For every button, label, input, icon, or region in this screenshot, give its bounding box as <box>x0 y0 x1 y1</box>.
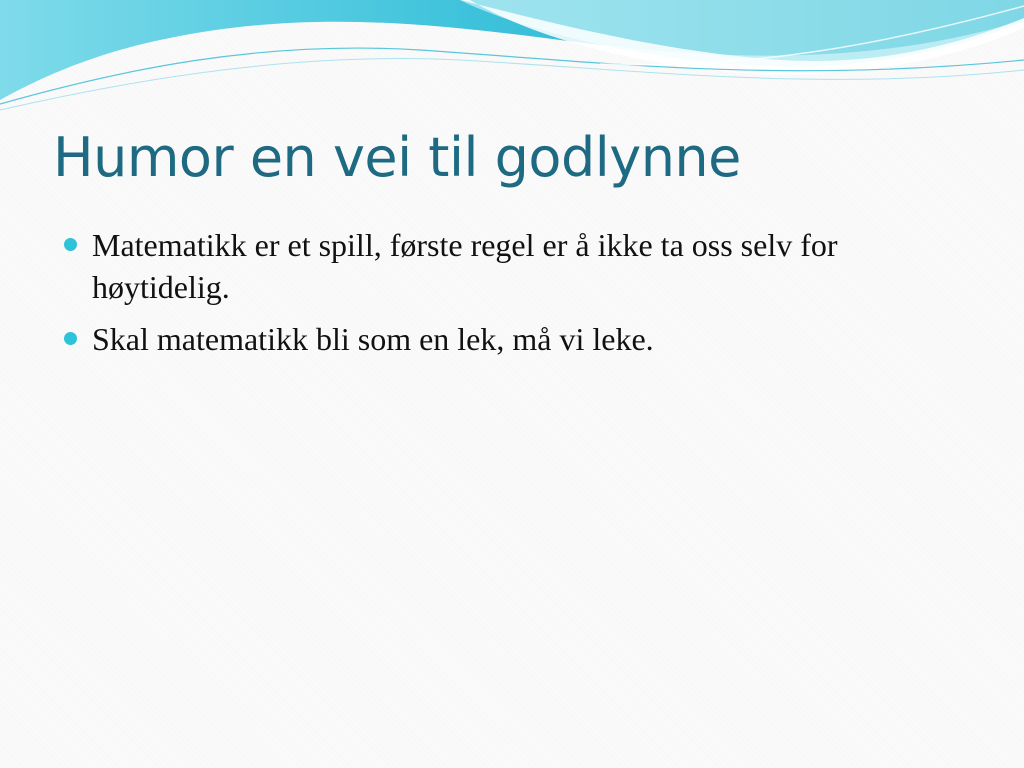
bullet-text: Skal matematikk bli som en lek, må vi leke. <box>92 321 654 357</box>
bullet-text: Matematikk er et spill, første regel er å ikke ta oss selv for høytidelig. <box>92 227 838 305</box>
bullet-item <box>64 318 964 360</box>
bullet-icon <box>64 238 77 251</box>
bullet-item <box>64 224 964 308</box>
bullet-list <box>64 224 964 370</box>
slide-title: Humor en vei til godlynne <box>53 126 741 189</box>
bullet-icon <box>64 332 77 345</box>
header-wave-decoration <box>0 0 1024 130</box>
